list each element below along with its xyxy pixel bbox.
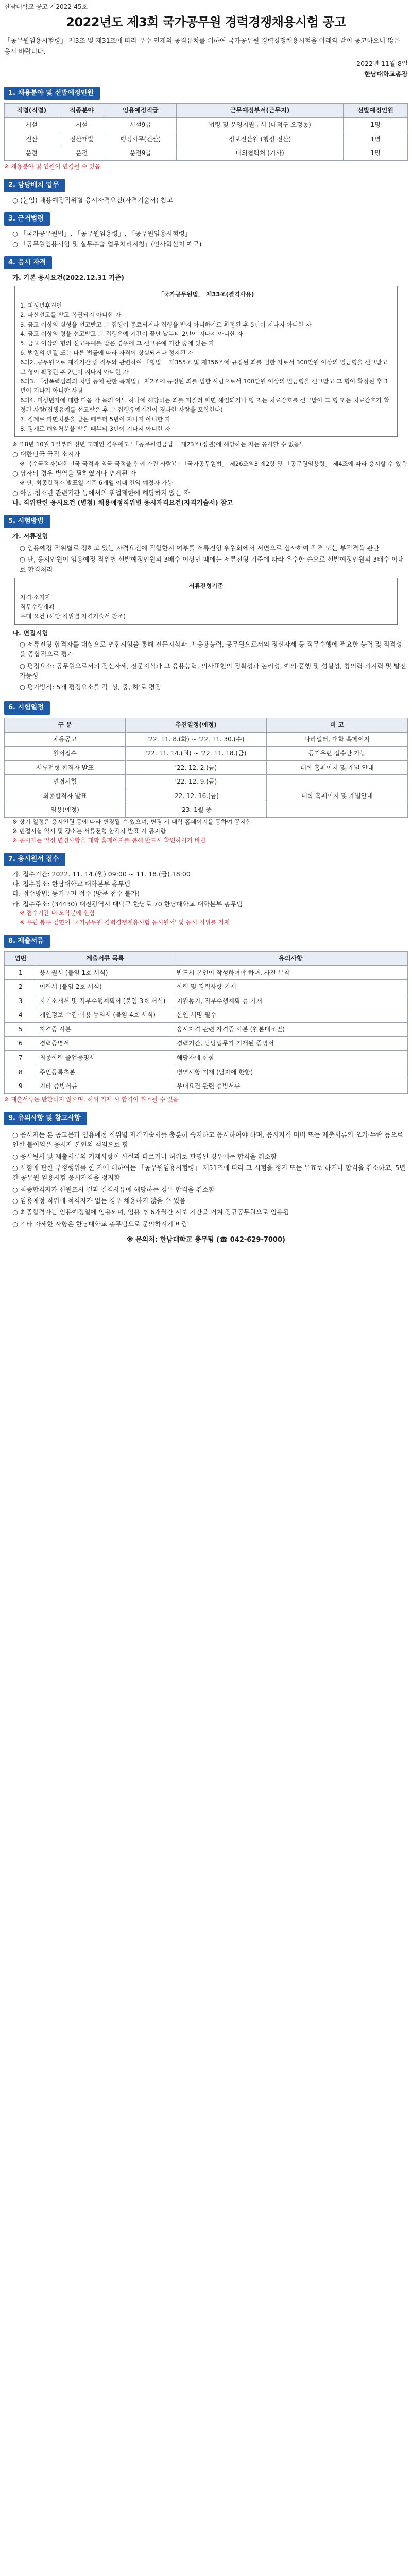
- section-heading-recruit: 1. 채용분야 및 선발예정인원: [4, 87, 100, 100]
- signoff: [4, 59, 408, 79]
- qual-lead-2: 나. 직위관련 응시요건 (별첨) 채용예정직위별 응시자격요건(자격기술서) 참고: [12, 498, 233, 506]
- table-cell: 이력서 (붙임 2호 서식): [37, 980, 174, 994]
- table-row: [5, 1051, 408, 1065]
- method-item: ○ 평정요소: 공무원으로서의 정신자세, 전문지식과 그 응용능력, 의사표현의 정확성과 논리성, 예의·품행 및 성실성, 창의력·의지력 및 발전가능성: [20, 662, 406, 680]
- table-cell: 자기소개서 및 직무수행계획서 (붙임 3호 서식): [37, 994, 174, 1008]
- list-item: 6의2. 공무원으로 재직기간 중 직무와 관련하여 「형법」 제355조 및 제356조에 규정된 죄를 범한 자로서 300만원 이상의 벌금형을 선고받고 그 형이 확정된 후 2년이 지나지 아니한 자: [20, 359, 388, 376]
- table-row: [5, 146, 408, 161]
- table-cell: 3: [5, 994, 37, 1008]
- table-cell: 7: [5, 1051, 37, 1065]
- list-item: 2. 파산선고를 받고 복권되지 아니한 자: [20, 311, 121, 319]
- table-cell: 시설: [59, 118, 105, 132]
- caution-item: ○ 최종합격자가 신원조사 결과 결격사유에 해당하는 경우 합격을 취소함: [12, 1185, 215, 1193]
- box-title: 「국가공무원법」 제33조(결격사유): [158, 290, 254, 298]
- recruit-header: 임용예정직급: [105, 104, 176, 118]
- table-cell: 면접시험: [5, 775, 126, 789]
- section-heading-qualification: 4. 응시 자격: [4, 256, 52, 269]
- caution-item: ○ 기타 자세한 사항은 한남대학교 총무팀으로 문의하시기 바람: [12, 1219, 188, 1228]
- table-cell: 4: [5, 1008, 37, 1023]
- table-row: [5, 1079, 408, 1094]
- caution-item: ○ 시험에 관한 부정행위를 한 자에 대하여는 「공무원임용시험령」 제51조에 따라 그 시험을 정지 또는 무효로 하거나 합격을 취소하고, 5년간 공무원 임용시험 응시자격을 정지함: [12, 1163, 406, 1182]
- caution-item: ○ 응시원서 및 제출서류의 기재사항이 사실과 다르거나 허위로 판명된 경우에는 합격을 취소함: [12, 1152, 277, 1160]
- table-row: [5, 118, 408, 132]
- table-cell: 대학 홈페이지 및 개별 안내: [266, 760, 407, 775]
- screening-criteria-box: [14, 578, 398, 625]
- apply-note: ※ 우편 봉투 겉면에 '국가공무원 경력경쟁채용시험 응시원서' 및 응시 직위를 기재: [20, 918, 230, 926]
- recruit-table: [4, 103, 408, 160]
- table-row: [5, 760, 408, 775]
- qual-item: ○ 남자의 경우 병역을 필하였거나 면제된 자: [12, 469, 136, 478]
- table-row: [5, 1037, 408, 1051]
- table-row: [5, 803, 408, 818]
- list-item: 자격·소지자: [20, 594, 51, 601]
- qual-note: ※ 단, 최종합격자 발표일 기준 6개월 이내 전역 예정자 가능: [20, 479, 173, 486]
- schedule-table: [4, 718, 408, 818]
- list-item: 7. 징계로 파면처분을 받은 때부터 5년이 지나지 아니한 자: [20, 415, 170, 423]
- table-cell: 대외협력처 (기사): [176, 146, 343, 161]
- schedule-header: 추진일정(예정): [125, 718, 266, 732]
- schedule-header: 비 고: [266, 718, 407, 732]
- section-heading-duty: 2. 담당배치 업무: [4, 179, 65, 192]
- list-item: 3. 금고 이상의 실형을 선고받고 그 집행이 종료되거나 집행을 받지 아니하기로 확정된 후 5년이 지나지 아니한 자: [20, 320, 312, 328]
- method-lead-2: 나. 면접시험: [12, 629, 48, 637]
- page-title: 2022년도 제3회 국가공무원 경력경쟁채용시험 공고: [66, 14, 346, 29]
- law-item: ○ 「국가공무원법」, 「공무원임용령」, 「공무원임용시험령」: [12, 230, 192, 238]
- qual-note: ※ '18년 10월 1일부터 정년 도래인 경우에도 '「공무원연금법」 제23조(정년)에 해당하는 자는 응시할 수 없음',: [12, 440, 303, 448]
- method-item: ○ 임용예정 직위별로 정하고 있는 자격요건에 적합한지 여부를 서류전형 위원회에서 서면으로 심사하여 적격 또는 부적격을 판단: [20, 544, 380, 552]
- method-item: ○ 단, 응시인원이 임용예정 직위별 선발예정인원의 3배수 이상인 때에는 서류전형 기준에 따라 우수한 순으로 선발예정인원의 3배수 이내로 합격처리: [20, 555, 404, 573]
- list-item: 6의4. 미성년자에 대한 다음 각 목의 어느 하나에 해당하는 죄를 저질러 파면·해임되거나 형 또는 치료감호를 선고받아 그 형 또는 치료감호가 확정된 사람(집행유예를 선고받은 후 그 집행유예기간이 경과한 사람을 포함한다): [20, 396, 390, 414]
- table-cell: 병역사항 기재 (남자에 한함): [174, 1065, 407, 1079]
- box-title: 서류전형기준: [188, 582, 224, 589]
- table-cell: 전산개발: [59, 132, 105, 146]
- caution-item: ○ 최종합격자는 임용예정일에 임용되며, 임용 후 6개월간 시보 기간을 거쳐 정규공무원으로 임용됨: [12, 1208, 289, 1216]
- qual-note: ※ 복수국적자(대한민국 국적과 외국 국적을 함께 가진 사람)는 「국가공무원법」 제26조의3 제2항 및 「공무원임용령」 제4조에 따라 응시할 수 있음: [20, 460, 407, 467]
- table-cell: '22. 12. 16.(금): [125, 789, 266, 803]
- table-row: [5, 789, 408, 803]
- table-cell: 법령 및 운영지원부서 (대덕구 오정동): [176, 118, 343, 132]
- table-row: [5, 1022, 408, 1037]
- table-cell: 운전9급: [105, 146, 176, 161]
- table-cell: 자격증 사본: [37, 1022, 174, 1037]
- table-cell: 반드시 본인이 작성하여야 하며, 사진 부착: [174, 965, 407, 980]
- table-cell: 경력기간, 담당업무가 기재된 증명서: [174, 1037, 407, 1051]
- docs-header: 유의사항: [174, 951, 407, 965]
- docs-header: 제출서류 목록: [37, 951, 174, 965]
- table-cell: 응시원서 (붙임 1호 서식): [37, 965, 174, 980]
- recruit-note: ※ 채용분야 및 인원이 변경될 수 있음: [4, 162, 101, 170]
- apply-item: 라. 접수주소: (34430) 대전광역시 대덕구 한남로 70 한남대학교 대학본부 총무팀: [12, 900, 243, 908]
- table-cell: 최종합격자 발표: [5, 789, 126, 803]
- section-heading-schedule: 6. 시험일정: [4, 701, 50, 715]
- caution-item: ○ 응시자는 본 공고문과 임용예정 직위별 자격기술서를 충분히 숙지하고 응시하여야 하며, 응시자격 미비 또는 제출서류의 오기·누락 등으로 인한 불이익은 응시자 본인의 책임으로 함: [12, 1130, 403, 1149]
- table-cell: 대학 홈페이지 및 개별안내: [266, 789, 407, 803]
- section-heading-cautions: 9. 유의사항 및 참고사항: [4, 1112, 87, 1125]
- caution-item: ○ 임용예정 직위에 적격자가 없는 경우 채용하지 않을 수 있음: [12, 1197, 186, 1205]
- table-row: [5, 732, 408, 747]
- list-item: 6. 법원의 판결 또는 다른 법률에 따라 자격이 상실되거나 정지된 자: [20, 349, 194, 357]
- documents-table: [4, 951, 408, 1094]
- schedule-header: 구 분: [5, 718, 126, 732]
- table-cell: 시설: [5, 118, 59, 132]
- duty-text: ○ (붙임) 채용예정직위별 응시자격요건(자격기술서) 참고: [12, 196, 173, 204]
- table-cell: [266, 775, 407, 789]
- table-cell: 개인정보 수집·이용 동의서 (붙임 4호 서식): [37, 1008, 174, 1023]
- document-number: 한남대학교 공고 제2022-45호: [4, 3, 88, 10]
- table-cell: 운전: [59, 146, 105, 161]
- table-cell: 우대요건 관련 증빙서류: [174, 1079, 407, 1094]
- table-row: [5, 775, 408, 789]
- table-cell: 1명: [344, 132, 408, 146]
- table-cell: 2: [5, 980, 37, 994]
- announcement-page: [0, 0, 412, 1256]
- table-cell: 정보전산원 (행정 전산): [176, 132, 343, 146]
- table-cell: 행정사무(전산): [105, 132, 176, 146]
- table-cell: '23. 1월 중: [125, 803, 266, 818]
- table-row: [5, 980, 408, 994]
- contact-info: ※ 문의처: 한남대학교 총무팀 (☎ 042-629-7000): [127, 1236, 285, 1244]
- table-cell: 임용(예정): [5, 803, 126, 818]
- section-heading-documents: 8. 제출서류: [4, 935, 50, 948]
- recruit-header: 근무예정부서(근무지): [176, 104, 343, 118]
- table-cell: 1: [5, 965, 37, 980]
- table-cell: '22. 12. 9.(금): [125, 775, 266, 789]
- list-item: 5. 금고 이상의 형의 선고유예를 받은 경우에 그 선고유예 기간 중에 있는 자: [20, 340, 214, 347]
- table-cell: 나라일터, 대학 홈페이지: [266, 732, 407, 747]
- law-item: ○ 「공무원임용시험 및 실무수습 업무처리지침」(인사혁신처 예규): [12, 240, 202, 248]
- table-row: [5, 994, 408, 1008]
- schedule-note: ※ 응시자는 일정 변경사항을 대학 홈페이지를 통해 반드시 확인하시기 바람: [12, 836, 206, 844]
- list-item: 직무수행계획: [20, 603, 55, 611]
- schedule-note: ※ 면접시험 일시 및 장소는 서류전형 합격자 발표 시 공지함: [12, 827, 166, 835]
- table-cell: 해당자에 한함: [174, 1051, 407, 1065]
- table-cell: 채용공고: [5, 732, 126, 747]
- table-cell: 서류전형 합격자 발표: [5, 760, 126, 775]
- apply-item: 다. 접수방법: 등기우편 접수 (방문 접수 불가): [12, 890, 140, 898]
- section-heading-method: 5. 시험방법: [4, 515, 50, 528]
- table-cell: 8: [5, 1065, 37, 1079]
- list-item: 4. 금고 이상의 형을 선고받고 그 집행유예 기간이 끝난 날부터 2년이 지나지 아니한 자: [20, 330, 243, 338]
- docs-note: ※ 제출서류는 반환하지 않으며, 허위 기재 시 합격이 취소될 수 있음: [4, 1095, 179, 1103]
- intro-paragraph: 「공무원임용시험령」 제3조 및 제31조에 따라 우수 인재의 공직유치를 위하여 국가공무원 경력경쟁채용시험을 아래와 같이 공고하오니 많은 응시 바랍니다.: [4, 36, 400, 56]
- table-row: [5, 132, 408, 146]
- list-item: 1. 피성년후견인: [20, 301, 62, 309]
- recruit-header: 직종분야: [59, 104, 105, 118]
- table-cell: 본인 서명 필수: [174, 1008, 407, 1023]
- qual-lead: 가. 기본 응시요건(2022.12.31 기준): [12, 274, 124, 282]
- table-cell: 학력 및 경력사항 기재: [174, 980, 407, 994]
- table-cell: 1명: [344, 118, 408, 132]
- section-heading-apply: 7. 응시원서 접수: [4, 853, 65, 866]
- method-item: ○ 서류전형 합격자를 대상으로 면접시험을 통해 전문지식과 그 응용능력, 공무원으로서의 정신자세 등 직무수행에 필요한 능력 및 적격성을 종합적으로 평가: [20, 640, 402, 658]
- apply-note: ※ 접수기간 내 도착분에 한함: [20, 909, 95, 917]
- table-cell: '22. 11. 8.(화) ~ '22. 11. 30.(수): [125, 732, 266, 747]
- table-cell: 9: [5, 1079, 37, 1094]
- table-cell: 원서접수: [5, 747, 126, 761]
- signoff-date: 2022년 11월 8일: [356, 60, 408, 68]
- apply-item: 나. 접수장소: 한남대학교 대학본부 총무팀: [12, 880, 131, 888]
- table-cell: 1명: [344, 146, 408, 161]
- method-item: ○ 평가방식: 5개 평정요소를 각 '상, 중, 하'로 평정: [20, 683, 161, 691]
- table-cell: 운전: [5, 146, 59, 161]
- table-cell: '22. 12. 2.(금): [125, 760, 266, 775]
- method-lead: 가. 서류전형: [12, 532, 48, 540]
- table-cell: 경력증명서: [37, 1037, 174, 1051]
- table-cell: '22. 11. 14.(월) ~ '22. 11. 18.(금): [125, 747, 266, 761]
- table-cell: 등기우편 접수만 가능: [266, 747, 407, 761]
- table-row: [5, 1008, 408, 1023]
- qual-item: ○ 대한민국 국적 소지자: [12, 450, 80, 459]
- schedule-note: ※ 상기 일정은 응시인원 등에 따라 변경될 수 있으며, 변경 시 대학 홈페이지를 통하여 공지함: [12, 818, 252, 826]
- title-wrap: [4, 13, 408, 32]
- qual-item: ○ 아동·청소년 관련기관 등에서의 취업제한에 해당하지 않는 자: [12, 488, 190, 497]
- table-row: [5, 747, 408, 761]
- docs-header: 연번: [5, 951, 37, 965]
- signoff-org: 한남대학교총장: [364, 70, 408, 78]
- table-cell: 5: [5, 1022, 37, 1037]
- table-cell: 지원동기, 직무수행계획 등 기재: [174, 994, 407, 1008]
- list-item: 6의3. 「성폭력범죄의 처벌 등에 관한 특례법」 제2조에 규정된 죄를 범한 사람으로서 100만원 이상의 벌금형을 선고받고 그 형이 확정된 후 3년이 지나지 아니한 사람: [20, 378, 388, 395]
- table-cell: 주민등록초본: [37, 1065, 174, 1079]
- table-cell: 응시자격 관련 자격증 사본 (원본대조필): [174, 1022, 407, 1037]
- list-item: 우대 요건 (해당 직위별 자격기술서 참조): [20, 613, 126, 620]
- recruit-header: 선발예정인원: [344, 104, 408, 118]
- recruit-header: 직렬(직렬): [5, 104, 59, 118]
- table-cell: 6: [5, 1037, 37, 1051]
- disqualification-box: [14, 286, 398, 437]
- table-cell: 기타 증빙서류: [37, 1079, 174, 1094]
- table-cell: 시설9급: [105, 118, 176, 132]
- table-cell: [266, 803, 407, 818]
- table-row: [5, 1065, 408, 1079]
- table-cell: 최종학력 졸업증명서: [37, 1051, 174, 1065]
- list-item: 8. 징계로 해임처분을 받은 때부터 3년이 지나지 아니한 자: [20, 425, 170, 432]
- table-row: [5, 965, 408, 980]
- section-heading-laws: 3. 근거법령: [4, 212, 50, 226]
- table-cell: 전산: [5, 132, 59, 146]
- apply-item: 가. 접수기간: 2022. 11. 14.(월) 09:00 ~ 11. 18.(금) 18:00: [12, 870, 191, 878]
